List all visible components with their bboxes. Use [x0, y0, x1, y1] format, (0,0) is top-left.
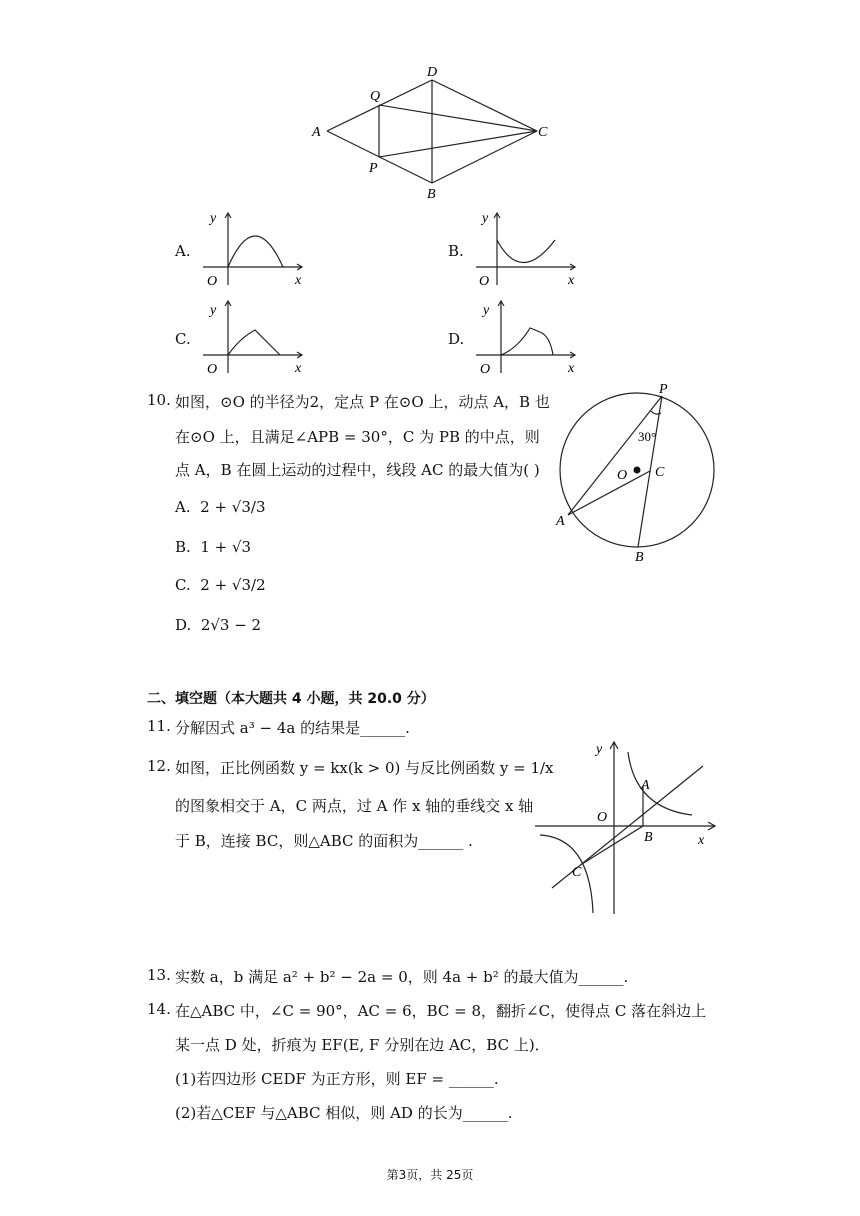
- label-C: C: [538, 125, 548, 140]
- svg-text:x: x: [295, 273, 302, 288]
- q12-line1: 如图，正比例函数 y = kx(k > 0) 与反比例函数 y = 1/x: [175, 759, 554, 777]
- q14-line2: 某一点 D 处，折痕为 EF(E, F 分别在边 AC，BC 上)．: [175, 1036, 550, 1054]
- svg-text:x: x: [568, 361, 575, 376]
- svg-text:O: O: [207, 362, 218, 377]
- graph-b: [473, 210, 583, 290]
- q10-option-b: B. 1 + √3: [175, 538, 252, 556]
- q10-line1: 如图，⊙O 的半径为2，定点 P 在⊙O 上，动点 A，B 也: [175, 393, 550, 411]
- label-B: B: [427, 187, 436, 202]
- figure-functions: [530, 738, 720, 918]
- svg-text:y: y: [210, 211, 217, 226]
- svg-text:y: y: [483, 303, 490, 318]
- svg-text:B: B: [635, 550, 644, 565]
- figure-circle: [548, 378, 728, 568]
- svg-text:O: O: [480, 362, 491, 377]
- svg-text:O: O: [479, 274, 490, 289]
- q14-line3: (1)若四边形 CEDF 为正方形，则 EF = ______.: [175, 1070, 499, 1088]
- figure-rhombus: [300, 62, 560, 202]
- svg-text:A: A: [641, 778, 650, 793]
- q10-option-a: A. 2 + √3/3: [175, 498, 266, 516]
- q13-text: 实数 a，b 满足 a² + b² − 2a = 0，则 4a + b² 的最大值为______.: [175, 968, 629, 986]
- q11-text: 分解因式 a³ − 4a 的结果是______.: [175, 719, 410, 737]
- question-number: 10.: [147, 391, 171, 409]
- question-number: 13.: [147, 966, 171, 984]
- q10-option-d: D. 2√3 − 2: [175, 616, 262, 634]
- svg-text:O: O: [597, 810, 608, 825]
- svg-text:y: y: [210, 303, 217, 318]
- option-letter: B.: [448, 242, 464, 260]
- svg-text:x: x: [295, 361, 302, 376]
- option-letter: C.: [175, 330, 191, 348]
- svg-text:C: C: [655, 465, 665, 480]
- q12-line2: 的图象相交于 A，C 两点，过 A 作 x 轴的垂线交 x 轴: [175, 797, 534, 815]
- label-A: A: [312, 125, 321, 140]
- question-number: 14.: [147, 1000, 171, 1018]
- svg-text:y: y: [482, 211, 489, 226]
- svg-text:B: B: [644, 830, 653, 845]
- page-footer: 第3页，共 25页: [386, 1168, 474, 1182]
- svg-text:O: O: [617, 468, 628, 483]
- q10-option-c: C. 2 + √3/2: [175, 576, 266, 594]
- svg-text:30°: 30°: [638, 429, 657, 444]
- svg-text:C: C: [572, 865, 582, 880]
- label-D: D: [427, 65, 438, 80]
- q12-line3: 于 B，连接 BC，则△ABC 的面积为______ .: [175, 832, 473, 850]
- graph-a: [200, 210, 310, 290]
- graph-c: [200, 298, 310, 378]
- center-point: [634, 467, 641, 474]
- svg-text:x: x: [568, 273, 575, 288]
- option-letter: A.: [175, 242, 191, 260]
- q10-line3: 点 A，B 在圆上运动的过程中，线段 AC 的最大值为( ): [175, 461, 540, 479]
- svg-text:P: P: [659, 382, 668, 397]
- svg-text:A: A: [556, 514, 565, 529]
- q10-line2: 在⊙O 上，且满足∠APB = 30°，C 为 PB 的中点，则: [175, 428, 540, 446]
- graph-d: [473, 298, 583, 378]
- option-letter: D.: [448, 330, 465, 348]
- label-Q: Q: [370, 89, 381, 104]
- svg-text:x: x: [698, 833, 705, 848]
- question-number: 12.: [147, 757, 171, 775]
- section-heading: 二、填空题（本大题共 4 小题，共 20.0 分）: [147, 691, 435, 707]
- label-P: P: [369, 161, 378, 176]
- q14-line1: 在△ABC 中，∠C = 90°，AC = 6，BC = 8，翻折∠C，使得点 C 落在斜边上: [175, 1002, 707, 1020]
- svg-text:y: y: [596, 742, 603, 757]
- svg-text:O: O: [207, 274, 218, 289]
- question-number: 11.: [147, 717, 171, 735]
- q14-line4: (2)若△CEF 与△ABC 相似，则 AD 的长为______.: [175, 1104, 513, 1122]
